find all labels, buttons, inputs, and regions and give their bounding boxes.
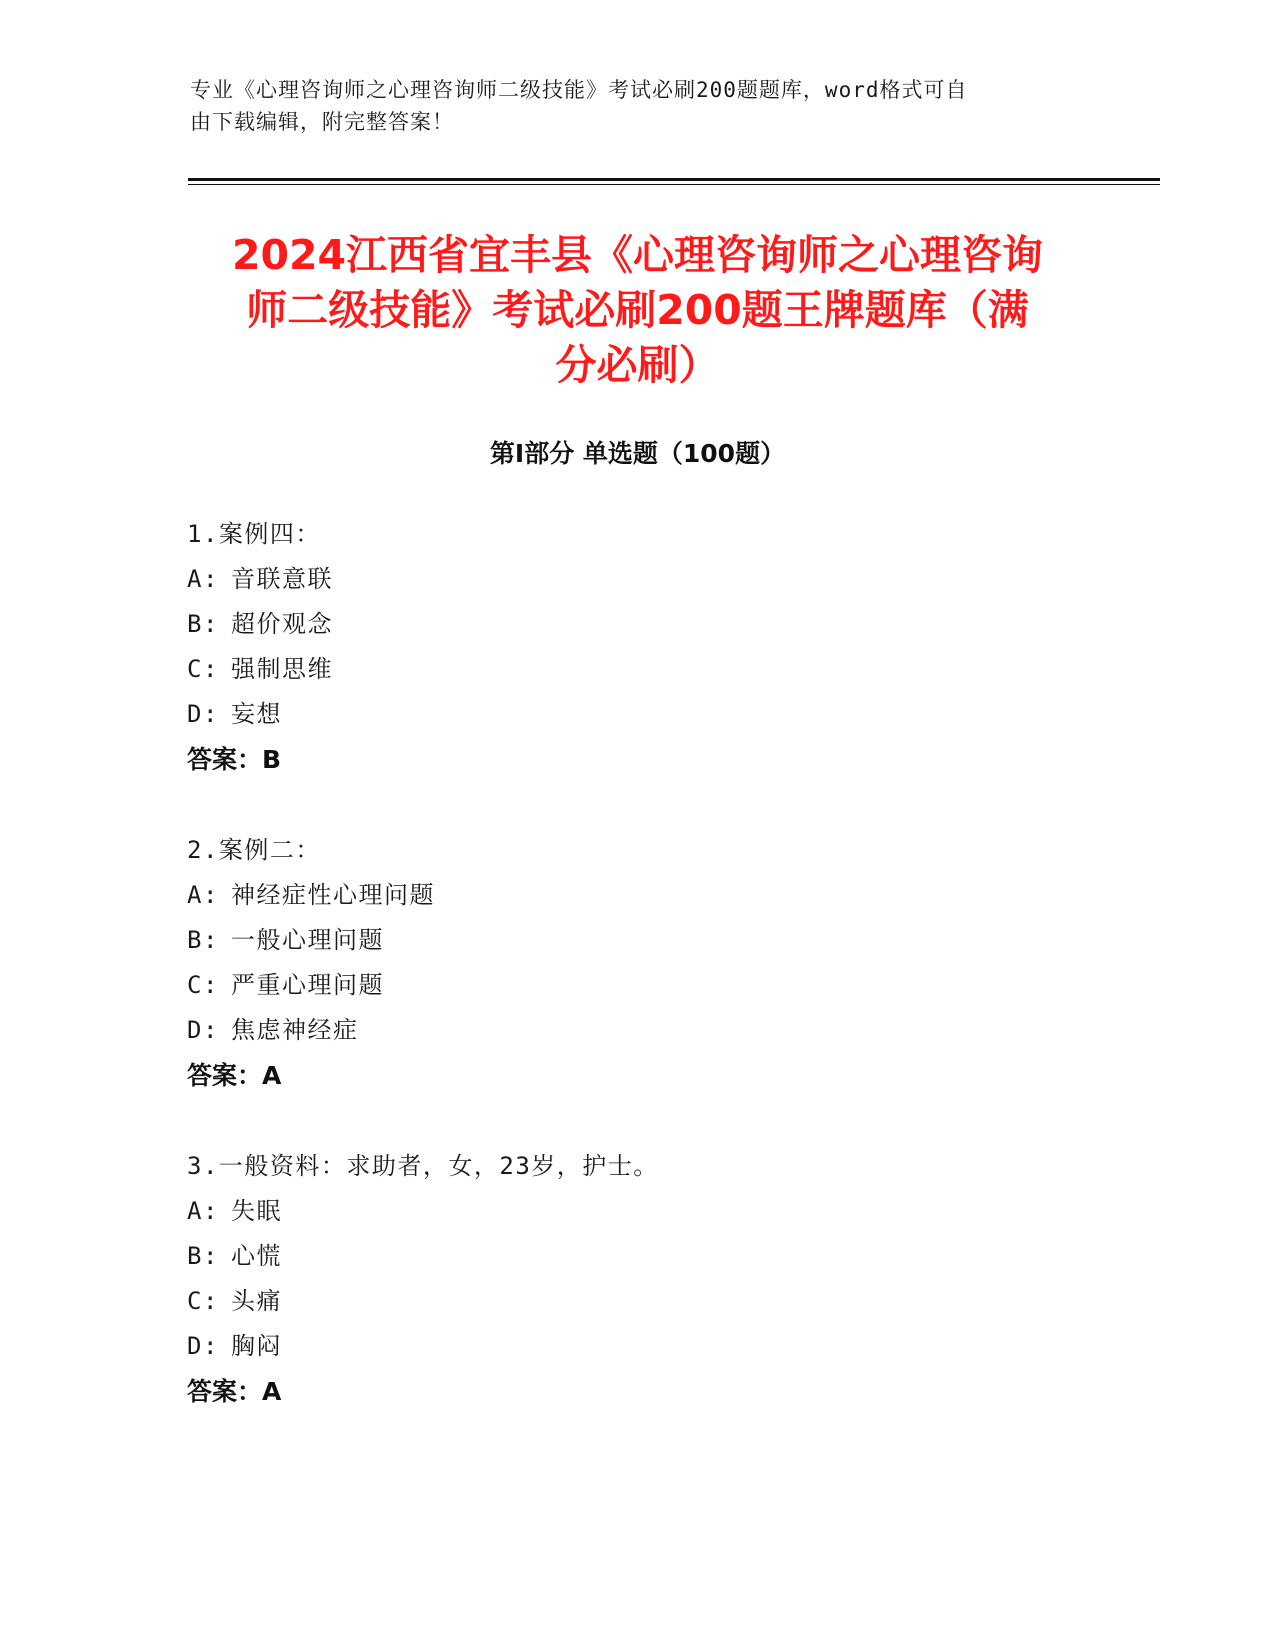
option-text: 妄想 [231,700,282,728]
option-text: 胸闷 [231,1332,282,1360]
title-line-2: 师二级技能》考试必刷200题王牌题库（满 [246,286,1029,334]
option-d [187,692,1087,737]
header-note-line-1: 专业《心理咨询师之心理咨询师二级技能》考试必刷200题题库，word格式可自 [190,78,968,102]
header-note-line-2: 由下载编辑，附完整答案！ [190,110,454,134]
option-text: 强制思维 [231,655,333,683]
option-c [187,1279,1087,1324]
question-stem: 2.案例二： [187,836,321,864]
question-stem: 1.案例四： [187,520,321,548]
option-text: 失眠 [231,1197,282,1225]
option-b [187,918,1087,963]
section-heading: 第I部分 单选题（100题） [489,439,786,468]
option-text: 心慌 [231,1242,282,1270]
option-letter: C: [187,971,219,999]
option-letter: C: [187,655,219,683]
option-text: 超价观念 [231,610,333,638]
option-text: 严重心理问题 [231,971,384,999]
option-a [187,1189,1087,1234]
option-b [187,602,1087,647]
option-a [187,873,1087,918]
option-letter: D: [187,1016,219,1044]
question-3 [187,1144,1087,1414]
question-stem: 3.一般资料：求助者，女，23岁，护士。 [187,1152,659,1180]
answer: 答案：B [187,745,282,774]
option-b [187,1234,1087,1279]
answer: 答案：A [187,1377,282,1406]
header-note [190,74,1090,138]
option-d [187,1324,1087,1369]
option-letter: C: [187,1287,219,1315]
option-letter: B: [187,1242,219,1270]
option-letter: D: [187,1332,219,1360]
question-1 [187,512,1087,782]
answer: 答案：A [187,1061,282,1090]
option-letter: D: [187,700,219,728]
option-c [187,647,1087,692]
title-line-3: 分必刷） [555,341,720,389]
option-a [187,557,1087,602]
option-text: 音联意联 [231,565,333,593]
option-text: 头痛 [231,1287,282,1315]
option-letter: B: [187,926,219,954]
document-title [180,228,1095,393]
title-line-1: 2024江西省宜丰县《心理咨询师之心理咨询 [231,231,1044,279]
option-d [187,1008,1087,1053]
option-letter: A: [187,1197,219,1225]
option-text: 一般心理问题 [231,926,384,954]
header-divider-thin [188,184,1160,185]
option-text: 神经症性心理问题 [231,881,435,909]
question-2 [187,828,1087,1098]
option-letter: A: [187,565,219,593]
option-letter: B: [187,610,219,638]
option-letter: A: [187,881,219,909]
header-divider-thick [188,178,1160,181]
option-text: 焦虑神经症 [231,1016,359,1044]
option-c [187,963,1087,1008]
